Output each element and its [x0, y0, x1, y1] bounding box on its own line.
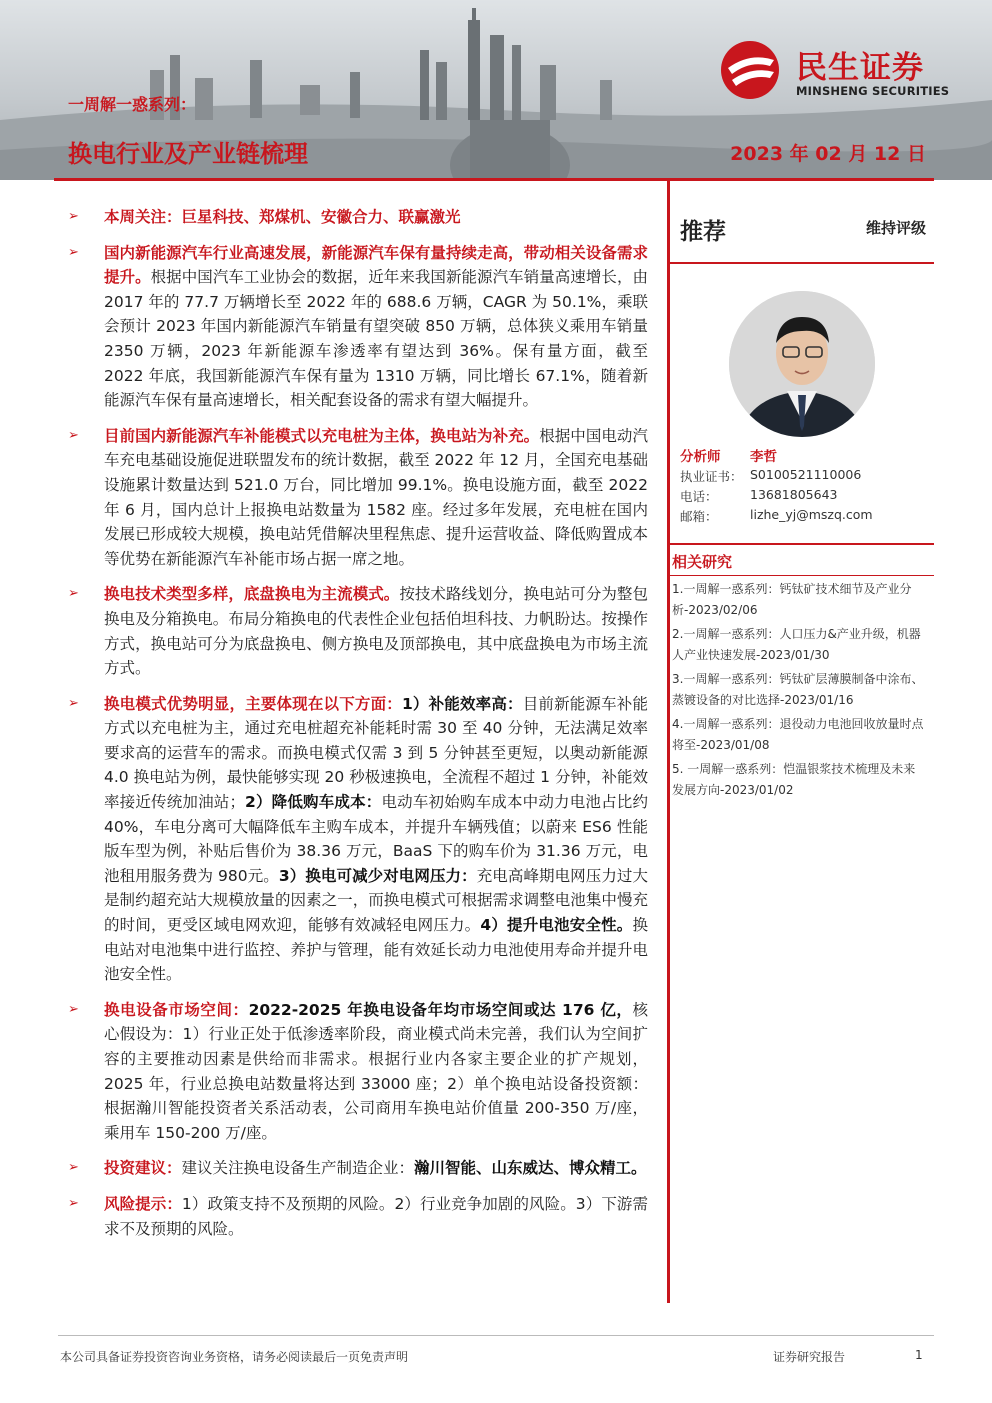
- report-title: 换电行业及产业链梳理: [68, 140, 308, 168]
- paragraph-highlight: 换电技术类型多样，底盘换电为主流模式。: [104, 585, 400, 604]
- summary-paragraph: [68, 424, 648, 572]
- paragraph-text: 换电站对电池集中进行监控、养护与管理，能有效延长动力电池使用寿命并提升电池安全性。: [104, 916, 648, 984]
- email-link[interactable]: lizhe_yj@mszq.com: [750, 507, 873, 522]
- header-divider: [54, 178, 934, 181]
- report-date: 2023 年 02 月 12 日: [730, 143, 926, 165]
- summary-paragraph: [68, 1192, 648, 1241]
- summary-paragraph: [68, 205, 648, 230]
- paragraph-highlight: 风险提示：: [104, 1194, 182, 1213]
- analyst-label: 分析师: [680, 449, 721, 465]
- column-divider: [667, 181, 670, 1303]
- bullet-arrow-icon: ➢: [68, 427, 79, 443]
- paragraph-highlight: 瀚川智能、山东威达、博众精工。: [414, 1159, 647, 1178]
- analyst-info-email: 邮箱： lizhe_yj@mszq.com: [680, 507, 873, 524]
- paragraph-highlight: 投资建议：: [104, 1159, 182, 1178]
- paragraph-highlight: 4）提升电池安全性。: [480, 916, 633, 935]
- sidebar-divider: [670, 262, 934, 264]
- summary-paragraph: [68, 692, 648, 987]
- analyst-name: 李哲: [750, 449, 777, 465]
- summary-paragraph: [68, 241, 648, 413]
- paragraph-text: 根据中国汽车工业协会的数据，近年来我国新能源汽车销量高速增长，由 2017 年的 77.7 万辆增长至 2022 年的 688.6 万辆，CAGR 为 50.1%，乘联会预计 2023 年国内新能源汽车销量有望突破 850 万辆，总体狭义乘用车销量 2350 万辆，2023 年新能源车渗透率有望达到 36%。保有量方面，截至 2022 年底，我国新能源汽车保有量为 1310 万辆，同比增长 67.1%，随着新能源汽车保有量高速增长，相关配套设备的需求有望大幅提升。: [104, 268, 648, 410]
- bullet-arrow-icon: ➢: [68, 1001, 79, 1017]
- bullet-arrow-icon: ➢: [68, 1160, 79, 1176]
- related-research-item[interactable]: 4.一周解一惑系列：退役动力电池回收放量时点将至-2023/01/08: [672, 717, 924, 752]
- paragraph-highlight: 2022-2025 年换电设备年均市场空间或达 176 亿，: [248, 1000, 633, 1019]
- sidebar-divider: [670, 575, 934, 576]
- footer-report-type: 证券研究报告: [773, 1350, 846, 1364]
- paragraph-highlight: 目前国内新能源汽车补能模式以充电桩为主体，换电站为补充。: [104, 426, 540, 445]
- paragraph-highlight: 本周关注：巨星科技、郑煤机、安徽合力、联赢激光: [104, 208, 461, 226]
- paragraph-highlight: 换电设备市场空间：: [104, 1000, 249, 1019]
- sidebar-divider: [670, 543, 934, 545]
- main-content: [68, 205, 648, 1252]
- rating: 推荐: [680, 219, 726, 245]
- related-research-title: 相关研究: [672, 553, 733, 571]
- summary-paragraph: [68, 582, 648, 680]
- paragraph-highlight: 国内新能源汽车行业高速发展，新能源汽车保有量持续走高，带动相关设备需求提升。: [104, 243, 648, 287]
- page-number: 1: [915, 1348, 923, 1362]
- paragraph-highlight: 2）降低购车成本：: [245, 793, 382, 812]
- bullet-arrow-icon: ➢: [68, 1195, 79, 1211]
- related-research-item[interactable]: 1.一周解一惑系列：钙钛矿技术细节及产业分析-2023/02/06: [672, 582, 912, 617]
- paragraph-text: 根据中国电动汽车充电基础设施促进联盟发布的统计数据，截至 2022 年 12 月，全国充电基础设施累计数量达到 521.0 万台，同比增加 99.1%。换电设施方面，截至 2022 年 6 月，国内总计上报换电站数量为 1582 座。经过多年发展，充电桩在国内发展已形成较大规模，换电站凭借解决里程焦虑、提升运营收益、降低购置成本等优势在新能源汽车补能市场占据一席之地。: [104, 426, 648, 568]
- paragraph-text: 目前新能源车补能方式以充电桩为主，通过充电桩超充补能耗时需 30 至 40 分钟，无法满足效率要求高的运营车的需求。而换电模式仅需 3 到 5 分钟甚至更短，以奥动新能源 4.0 换电站为例，最快能够实现 20 秒极速换电，全流程不超过 1 分钟，补能效率接近传统加油站；: [104, 694, 648, 812]
- related-research-list: [672, 579, 924, 804]
- related-research-item[interactable]: 2.一周解一惑系列：人口压力&产业升级，机器人产业快速发展-2023/01/30: [672, 627, 921, 662]
- footer-divider: [58, 1335, 934, 1336]
- paragraph-text: 按技术路线划分，换电站可分为整包换电及分箱换电。布局分箱换电的代表性企业包括伯坦科技、力帆盼达。按操作方式，换电站可分为底盘换电、侧方换电及顶部换电，其中底盘换电为市场主流方式。: [104, 585, 648, 678]
- related-research-item[interactable]: 5. 一周解一惑系列：恺温银浆技术梳理及未来发展方向-2023/01/02: [672, 762, 916, 797]
- summary-paragraph: [68, 998, 648, 1146]
- bullet-arrow-icon: ➢: [68, 244, 79, 260]
- rating-note: 维持评级: [865, 219, 926, 237]
- paragraph-highlight: 3）换电可减少对电网压力：: [278, 866, 477, 885]
- paragraph-text: 充电高峰期电网压力过大是制约超充站大规模放量的因素之一，而换电模式可根据需求调整电池集中慢充的时间，更受区域电网欢迎，能够有效减轻电网压力。: [104, 866, 648, 935]
- paragraph-highlight: 换电模式优势明显，主要体现在以下方面：: [104, 694, 402, 713]
- paragraph-text: 核心假设为：1）行业正处于低渗透率阶段，商业模式尚未完善，我们认为空间扩容的主要推动因素是供给而非需求。根据行业内各家主要企业的扩产规划，2025 年，行业总换电站数量将达到 33000 座；2）单个换电站设备投资额：根据瀚川智能投资者关系活动表，公司商用车换电站价值量 200-350 万/座，乘用车 150-200 万/座。: [104, 1000, 648, 1142]
- bullet-arrow-icon: ➢: [68, 695, 79, 711]
- logo-text-cn: 民生证券: [796, 50, 924, 86]
- paragraph-highlight: 1）补能效率高：: [401, 694, 523, 713]
- logo-text-en: MINSHENG SECURITIES: [796, 84, 950, 98]
- related-research-item[interactable]: 3.一周解一惑系列：钙钛矿层薄膜制备中涂布、蒸镀设备的对比选择-2023/01/16: [672, 672, 924, 707]
- paragraph-text: 电动车初始购车成本中动力电池占比约 40%，车电分离可大幅降低车主购车成本，并提升车辆残值；以蔚来 ES6 性能版车型为例，补贴后售价为 38.36 万元，BaaS 下的购车价为 31.36 万元，电池租用服务费为 980元。: [104, 793, 648, 885]
- bullet-arrow-icon: ➢: [68, 209, 79, 224]
- analyst-photo: [729, 291, 875, 437]
- footer-disclaimer: 本公司具备证券投资咨询业务资格，请务必阅读最后一页免责声明: [60, 1350, 409, 1364]
- analyst-info-cert: 执业证书： S0100521110006: [680, 467, 862, 484]
- analyst-info-phone: 电话： 13681805643: [680, 487, 838, 504]
- paragraph-text: 1）政策支持不及预期的风险。2）行业竞争加剧的风险。3）下游需求不及预期的风险。: [104, 1194, 648, 1238]
- series-label: 一周解一惑系列：: [68, 95, 197, 114]
- bullet-arrow-icon: ➢: [68, 586, 79, 602]
- paragraph-text: 建议关注换电设备生产制造企业：: [181, 1159, 415, 1178]
- summary-paragraph: [68, 1156, 648, 1181]
